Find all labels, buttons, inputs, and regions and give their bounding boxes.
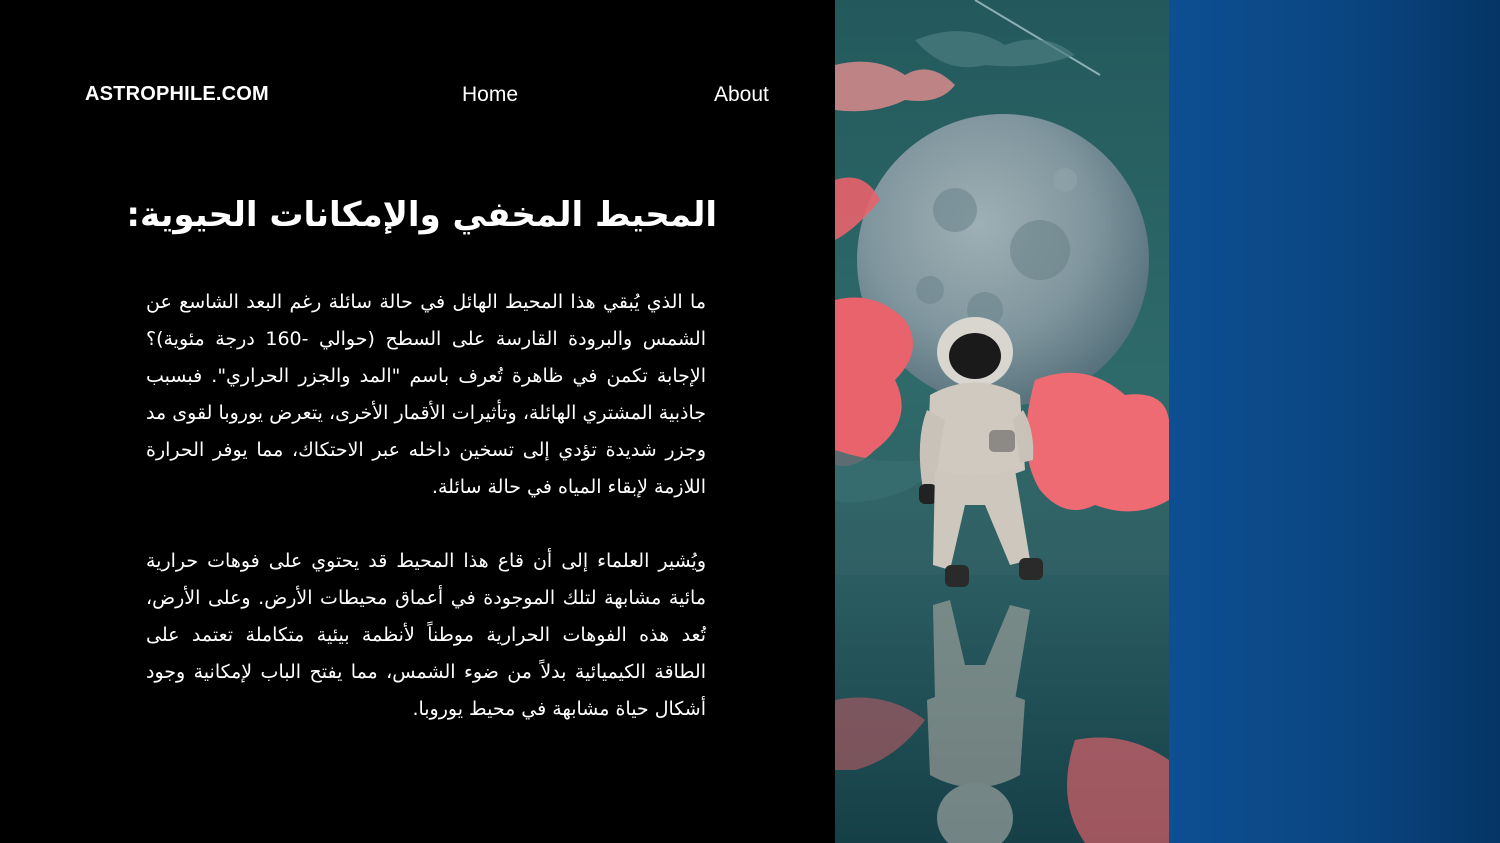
hero-image xyxy=(835,0,1169,843)
decorative-blue-panel xyxy=(1169,0,1500,843)
article-paragraph-2: ويُشير العلماء إلى أن قاع هذا المحيط قد يحتوي على فوهات حرارية مائية مشابهة لتلك الموجودة في أعماق محيطات الأرض. وعلى الأرض، تُعد هذه الفوهات الحرارية موطناً لأنظمة بيئية متكاملة تعتمد على الطاقة الكيميائية بدلاً من ضوء الشمس، مما يفتح الباب لإمكانية وجود أشكال حياة مشابهة في محيط يوروبا. xyxy=(146,550,706,720)
astronaut-moon-illustration xyxy=(835,0,1169,843)
site-logo[interactable]: ASTROPHILE.COM xyxy=(85,83,269,105)
article-paragraph-1: ما الذي يُبقي هذا المحيط الهائل في حالة سائلة رغم البعد الشاسع عن الشمس والبرودة القارسة على السطح (حوالي -160 درجة مئوية)؟ الإجابة تكمن في ظاهرة تُعرف باسم "المد والجزر الحراري". فبسبب جاذبية المشتري الهائلة، وتأثيرات الأقمار الأخرى، يتعرض يوروبا لقوى مد وجزر شديدة تؤدي إلى تسخين داخله عبر الاحتكاك، مما يوفر الحرارة اللازمة لإبقاء المياه في حالة سائلة. xyxy=(146,291,706,498)
nav-home-link[interactable]: Home xyxy=(462,83,519,106)
article-title: المحيط المخفي والإمكانات الحيوية: xyxy=(126,195,717,235)
nav-about-link[interactable]: About xyxy=(714,83,769,106)
